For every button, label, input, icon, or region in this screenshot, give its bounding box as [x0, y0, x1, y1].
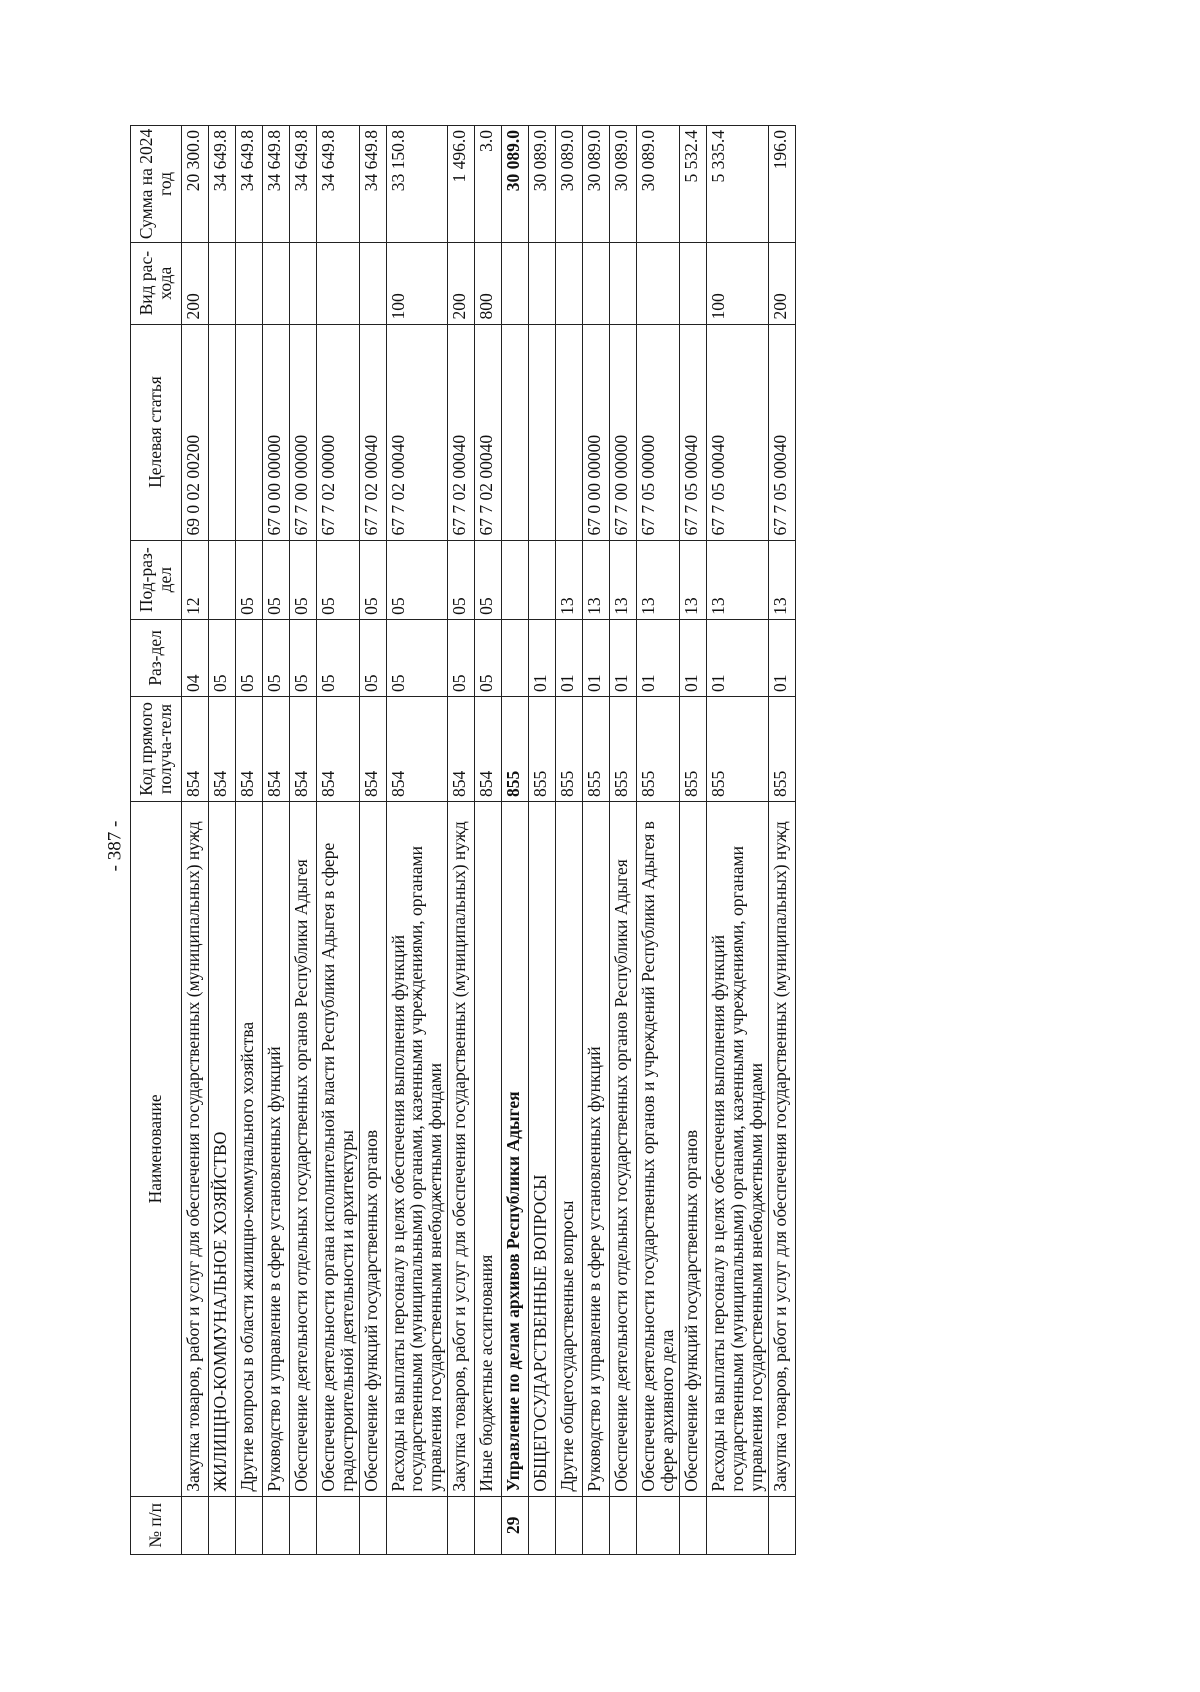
cell-recipient: 855: [502, 696, 529, 801]
cell-sum: 5 532.4: [680, 126, 707, 243]
cell-no: [359, 1496, 386, 1554]
cell-recipient: 854: [316, 696, 359, 801]
cell-name: Обеспечение функций государственных органов: [359, 802, 386, 1497]
cell-target: [529, 324, 556, 540]
cell-subsection: 05: [262, 540, 289, 619]
cell-name: Управление по делам архивов Республики Адыгея: [502, 802, 529, 1497]
cell-expense: [289, 242, 316, 324]
cell-no: [386, 1496, 448, 1554]
cell-expense: [208, 242, 235, 324]
cell-section: 05: [262, 619, 289, 696]
cell-no: [529, 1496, 556, 1554]
table-row: [208, 126, 235, 1555]
cell-sum: 30 089.0: [637, 126, 680, 243]
cell-name: Обеспечение деятельности отдельных государственных органов Республики Адыгея: [610, 802, 637, 1497]
table-row: [556, 126, 583, 1555]
cell-no: [475, 1496, 502, 1554]
table-row: [637, 126, 680, 1555]
cell-sum: 34 649.8: [289, 126, 316, 243]
table-row: [707, 126, 769, 1555]
cell-sum: 30 089.0: [610, 126, 637, 243]
page-number: - 387 -: [104, 820, 126, 872]
cell-subsection: 13: [583, 540, 610, 619]
cell-no: [610, 1496, 637, 1554]
cell-subsection: 13: [556, 540, 583, 619]
cell-expense: [556, 242, 583, 324]
cell-target: 67 7 05 00040: [768, 324, 795, 540]
cell-section: 05: [386, 619, 448, 696]
cell-recipient: 855: [583, 696, 610, 801]
cell-name: Другие общегосударственные вопросы: [556, 802, 583, 1497]
cell-sum: 34 649.8: [359, 126, 386, 243]
table-row: [768, 126, 795, 1555]
table-body: [181, 126, 795, 1555]
cell-no: [289, 1496, 316, 1554]
table-row: [680, 126, 707, 1555]
cell-section: 05: [359, 619, 386, 696]
cell-subsection: 13: [610, 540, 637, 619]
cell-section: 01: [637, 619, 680, 696]
cell-no: [208, 1496, 235, 1554]
cell-no: [583, 1496, 610, 1554]
cell-section: 01: [556, 619, 583, 696]
cell-sum: 20 300.0: [181, 126, 208, 243]
cell-target: [556, 324, 583, 540]
cell-name: ОБЩЕГОСУДАРСТВЕННЫЕ ВОПРОСЫ: [529, 802, 556, 1497]
cell-no: [181, 1496, 208, 1554]
cell-recipient: 854: [289, 696, 316, 801]
header-sum: Сумма на 2024 год: [131, 126, 182, 243]
cell-expense: 800: [475, 242, 502, 324]
cell-section: 05: [448, 619, 475, 696]
cell-target: [502, 324, 529, 540]
cell-name: Закупка товаров, работ и услуг для обеспечения государственных (муниципальных) нужд: [181, 802, 208, 1497]
header-name: Наименование: [131, 802, 182, 1497]
cell-recipient: 855: [707, 696, 769, 801]
cell-expense: 100: [707, 242, 769, 324]
cell-expense: [235, 242, 262, 324]
cell-sum: 34 649.8: [208, 126, 235, 243]
cell-sum: 3.0: [475, 126, 502, 243]
cell-subsection: [208, 540, 235, 619]
cell-recipient: 855: [556, 696, 583, 801]
cell-recipient: 854: [262, 696, 289, 801]
cell-sum: 1 496.0: [448, 126, 475, 243]
cell-expense: [637, 242, 680, 324]
cell-target: 67 7 02 00000: [316, 324, 359, 540]
cell-sum: 34 649.8: [235, 126, 262, 243]
cell-target: 67 0 00 00000: [583, 324, 610, 540]
cell-no: [235, 1496, 262, 1554]
cell-target: 67 7 02 00040: [475, 324, 502, 540]
cell-target: [235, 324, 262, 540]
cell-name: Руководство и управление в сфере установленных функций: [583, 802, 610, 1497]
cell-recipient: 854: [208, 696, 235, 801]
cell-name: Обеспечение деятельности органа исполнительной власти Республики Адыгея в сфере градостроительной деятельности и архитектуры: [316, 802, 359, 1497]
table-row: [529, 126, 556, 1555]
table-row: [181, 126, 208, 1555]
cell-expense: [610, 242, 637, 324]
cell-sum: 5 335.4: [707, 126, 769, 243]
cell-no: [680, 1496, 707, 1554]
cell-section: 01: [583, 619, 610, 696]
table-row: [610, 126, 637, 1555]
cell-expense: [316, 242, 359, 324]
cell-expense: 200: [181, 242, 208, 324]
cell-subsection: [502, 540, 529, 619]
table-row: [502, 126, 529, 1555]
cell-recipient: 854: [386, 696, 448, 801]
cell-sum: 34 649.8: [316, 126, 359, 243]
cell-subsection: 13: [768, 540, 795, 619]
cell-expense: [262, 242, 289, 324]
table-row: [359, 126, 386, 1555]
cell-expense: [359, 242, 386, 324]
table-row: [316, 126, 359, 1555]
header-subsection: Под-раз-дел: [131, 540, 182, 619]
cell-section: [502, 619, 529, 696]
cell-target: 67 7 02 00040: [448, 324, 475, 540]
table-row: [448, 126, 475, 1555]
cell-subsection: 05: [359, 540, 386, 619]
cell-subsection: [529, 540, 556, 619]
cell-subsection: 12: [181, 540, 208, 619]
cell-sum: 30 089.0: [502, 126, 529, 243]
cell-target: 67 0 00 00000: [262, 324, 289, 540]
cell-name: Другие вопросы в области жилищно-коммунального хозяйства: [235, 802, 262, 1497]
cell-no: [556, 1496, 583, 1554]
cell-target: 69 0 02 00200: [181, 324, 208, 540]
cell-recipient: 854: [448, 696, 475, 801]
cell-section: 01: [610, 619, 637, 696]
cell-name: Расходы на выплаты персоналу в целях обеспечения выполнения функций государственными (муниципальными) органами, казенными учреждениями, органами управления государственными внебюджетными фондами: [386, 802, 448, 1497]
header-no: № п/п: [131, 1496, 182, 1554]
cell-target: [208, 324, 235, 540]
cell-target: 67 7 05 00040: [707, 324, 769, 540]
cell-expense: 200: [768, 242, 795, 324]
cell-subsection: 13: [680, 540, 707, 619]
cell-section: 05: [208, 619, 235, 696]
table-row: [386, 126, 448, 1555]
cell-no: [707, 1496, 769, 1554]
cell-subsection: 05: [235, 540, 262, 619]
cell-expense: 100: [386, 242, 448, 324]
cell-recipient: 854: [475, 696, 502, 801]
cell-recipient: 855: [610, 696, 637, 801]
cell-section: 05: [235, 619, 262, 696]
cell-sum: 34 649.8: [262, 126, 289, 243]
cell-section: 05: [475, 619, 502, 696]
cell-section: 01: [707, 619, 769, 696]
table-header-row: [131, 126, 182, 1555]
table-row: [583, 126, 610, 1555]
cell-no: [637, 1496, 680, 1554]
cell-name: Обеспечение деятельности отдельных государственных органов Республики Адыгея: [289, 802, 316, 1497]
cell-section: 05: [316, 619, 359, 696]
cell-no: 29: [502, 1496, 529, 1554]
cell-name: Закупка товаров, работ и услуг для обеспечения государственных (муниципальных) нужд: [768, 802, 795, 1497]
cell-recipient: 854: [181, 696, 208, 801]
cell-recipient: 854: [235, 696, 262, 801]
cell-sum: 30 089.0: [583, 126, 610, 243]
header-section: Раз-дел: [131, 619, 182, 696]
cell-name: Иные бюджетные ассигнования: [475, 802, 502, 1497]
cell-target: 67 7 05 00000: [637, 324, 680, 540]
cell-sum: 33 150.8: [386, 126, 448, 243]
cell-recipient: 854: [359, 696, 386, 801]
cell-name: Обеспечение функций государственных органов: [680, 802, 707, 1497]
cell-expense: 200: [448, 242, 475, 324]
cell-subsection: 05: [289, 540, 316, 619]
header-recipient: Код прямого получа-теля: [131, 696, 182, 801]
cell-section: 05: [289, 619, 316, 696]
cell-section: 04: [181, 619, 208, 696]
cell-subsection: 05: [475, 540, 502, 619]
header-expense: Вид рас-хода: [131, 242, 182, 324]
table-row: [475, 126, 502, 1555]
cell-no: [316, 1496, 359, 1554]
cell-recipient: 855: [529, 696, 556, 801]
cell-section: 01: [680, 619, 707, 696]
cell-recipient: 855: [637, 696, 680, 801]
cell-name: Закупка товаров, работ и услуг для обеспечения государственных (муниципальных) нужд: [448, 802, 475, 1497]
cell-target: 67 7 02 00040: [359, 324, 386, 540]
cell-subsection: 05: [316, 540, 359, 619]
cell-expense: [502, 242, 529, 324]
rotated-table-wrapper: [130, 125, 1040, 1555]
cell-expense: [680, 242, 707, 324]
table-row: [289, 126, 316, 1555]
cell-subsection: 13: [637, 540, 680, 619]
table-row: [262, 126, 289, 1555]
cell-expense: [529, 242, 556, 324]
cell-sum: 30 089.0: [529, 126, 556, 243]
cell-target: 67 7 02 00040: [386, 324, 448, 540]
cell-no: [448, 1496, 475, 1554]
table-row: [235, 126, 262, 1555]
cell-target: 67 7 05 00040: [680, 324, 707, 540]
cell-recipient: 855: [768, 696, 795, 801]
cell-name: Руководство и управление в сфере установленных функций: [262, 802, 289, 1497]
cell-target: 67 7 00 00000: [610, 324, 637, 540]
header-target: Целевая статья: [131, 324, 182, 540]
cell-section: 01: [768, 619, 795, 696]
cell-subsection: 05: [448, 540, 475, 619]
cell-name: Расходы на выплаты персоналу в целях обеспечения выполнения функций государственными (муниципальными) органами, казенными учреждениями, органами управления государственными внебюджетными фондами: [707, 802, 769, 1497]
cell-target: 67 7 00 00000: [289, 324, 316, 540]
budget-table: [130, 125, 796, 1555]
cell-no: [262, 1496, 289, 1554]
cell-subsection: 13: [707, 540, 769, 619]
cell-name: ЖИЛИЩНО-КОММУНАЛЬНОЕ ХОЗЯЙСТВО: [208, 802, 235, 1497]
cell-name: Обеспечение деятельности государственных органов и учреждений Республики Адыгея в сфере архивного дела: [637, 802, 680, 1497]
cell-no: [768, 1496, 795, 1554]
cell-section: 01: [529, 619, 556, 696]
cell-recipient: 855: [680, 696, 707, 801]
cell-sum: 196.0: [768, 126, 795, 243]
cell-subsection: 05: [386, 540, 448, 619]
cell-expense: [583, 242, 610, 324]
cell-sum: 30 089.0: [556, 126, 583, 243]
